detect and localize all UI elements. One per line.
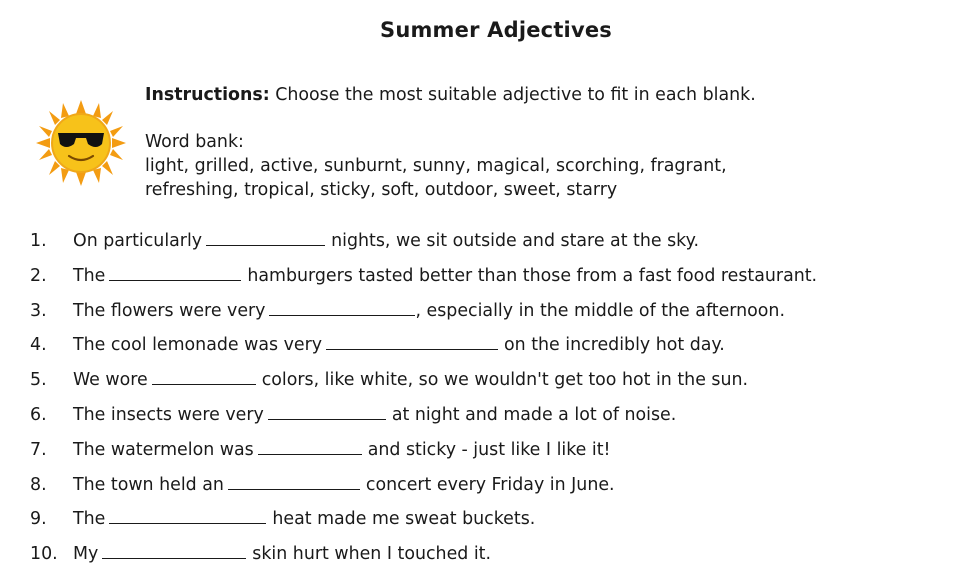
question-item xyxy=(30,504,950,539)
question-text-before: My xyxy=(73,544,99,565)
question-number: 8. xyxy=(30,474,47,495)
question-item xyxy=(30,400,950,435)
instructions xyxy=(145,83,756,107)
answer-blank[interactable] xyxy=(109,261,241,281)
instructions-label: Instructions: xyxy=(145,85,270,105)
question-number: 3. xyxy=(30,300,47,321)
question-text-before: The flowers were very xyxy=(73,300,266,321)
question-text-before: The cool lemonade was very xyxy=(73,335,323,356)
question-item xyxy=(30,365,950,400)
question-text-after: and sticky - just like I like it! xyxy=(367,439,611,460)
question-number: 4. xyxy=(30,335,47,356)
question-item xyxy=(30,226,950,261)
question-item xyxy=(30,435,950,470)
word-bank-line: light, grilled, active, sunburnt, sunny, magical, scorching, fragrant, xyxy=(145,156,727,176)
word-bank-label: Word bank: xyxy=(145,132,244,152)
answer-blank[interactable] xyxy=(206,226,325,246)
answer-blank[interactable] xyxy=(258,435,362,455)
question-text-before: On particularly xyxy=(73,231,203,251)
question-number: 10. xyxy=(30,544,58,565)
question-item xyxy=(30,539,950,574)
question-text-after: at night and made a lot of noise. xyxy=(391,404,677,425)
instructions-text: Choose the most suitable adjective to fit in each blank. xyxy=(275,85,756,105)
answer-blank[interactable] xyxy=(102,539,246,559)
question-item xyxy=(30,470,950,505)
question-text-before: We wore xyxy=(73,370,148,391)
question-text-after: on the incredibly hot day. xyxy=(504,335,725,356)
question-text-after: skin hurt when I touched it. xyxy=(252,544,492,565)
question-text-after: hamburgers tasted better than those from a fast food restaurant. xyxy=(247,265,818,286)
question-text-before: The town held an xyxy=(73,474,224,495)
question-number: 2. xyxy=(30,265,47,286)
question-text-before: The watermelon was xyxy=(73,439,254,460)
question-text-after: nights, we sit outside and stare at the sky. xyxy=(331,231,699,251)
answer-blank[interactable] xyxy=(326,330,498,350)
question-number: 7. xyxy=(30,439,47,460)
answer-blank[interactable] xyxy=(152,365,256,385)
page-title: Summer Adjectives xyxy=(380,18,612,42)
question-list xyxy=(30,226,950,574)
answer-blank[interactable] xyxy=(269,296,415,316)
question-text-after: , especially in the middle of the afternoon. xyxy=(415,300,785,321)
question-text-after: colors, like white, so we wouldn't get too hot in the sun. xyxy=(261,370,749,391)
question-number: 9. xyxy=(30,509,47,530)
sun-with-sunglasses-icon xyxy=(36,100,126,186)
question-item xyxy=(30,296,950,331)
question-item xyxy=(30,330,950,365)
question-text-before: The xyxy=(73,509,106,530)
word-bank xyxy=(145,130,727,202)
answer-blank[interactable] xyxy=(109,504,266,524)
word-bank-line: refreshing, tropical, sticky, soft, outdoor, sweet, starry xyxy=(145,180,618,200)
question-number: 6. xyxy=(30,404,47,425)
question-text-before: The insects were very xyxy=(73,404,264,425)
question-number: 1. xyxy=(30,231,47,251)
question-text-after: concert every Friday in June. xyxy=(365,474,615,495)
question-text-before: The xyxy=(73,265,106,286)
question-number: 5. xyxy=(30,370,47,391)
question-text-after: heat made me sweat buckets. xyxy=(272,509,536,530)
answer-blank[interactable] xyxy=(268,400,386,420)
answer-blank[interactable] xyxy=(228,470,360,490)
question-item xyxy=(30,261,950,296)
